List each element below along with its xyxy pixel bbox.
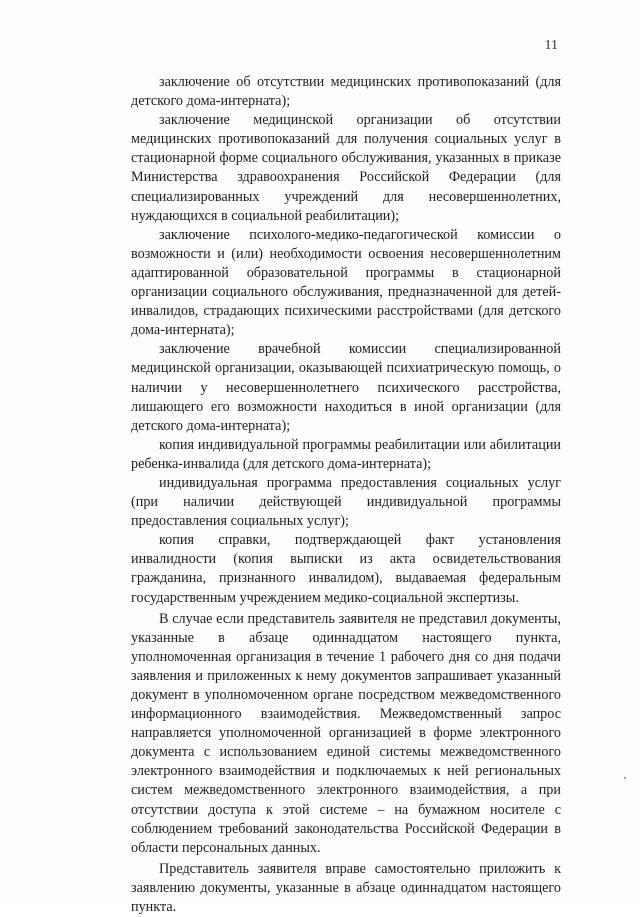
paragraph-4: заключение врачебной комиссии специализированной медицинской организации, оказывающей психиатрическую помощь, о наличии у несовершеннолетнего психического расстройства, лишающего его возможности находиться в иной организации (для детского дома-интерната);: [131, 341, 561, 434]
document-body: [131, 73, 561, 917]
paragraph-8: В случае если представитель заявителя не представил документы, указанные в абзаце одиннадцатом настоящего пункта, уполномоченная организация в течение 1 рабочего дня со дня подачи заявления и приложенных к нему документов запрашивает указанный документ в уполномоченном органе посредством межведомственного информационного взаимодействия. Межведомственный запрос направляется уполномоченной организацией в форме электронного документа с использованием единой системы межведомственного электронного взаимодействия и подключаемых к ней региональных систем межведомственного электронного взаимодействия, а при отсутствии доступа к этой системе – на бумажном носителе с соблюдением требований законодательства Российской Федерации в области персональных данных.: [131, 610, 561, 856]
scan-speck: [624, 777, 626, 779]
paragraph-1: заключение об отсутствии медицинских противопоказаний (для детского дома-интерната);: [131, 74, 561, 110]
paragraph-2: заключение медицинской организации об отсутствии медицинских противопоказаний для получения социальных услуг в стационарной форме социального обслуживания, указанных в приказе Министерства здравоохранения Российской Федерации (для специализированных учреждений для несовершеннолетних, нуждающихся в социальной реабилитации);: [131, 112, 561, 224]
paragraph-7: копия справки, подтверждающей факт установления инвалидности (копия выписки из акта освидетельствования гражданина, признанного инвалидом), выдаваемая федеральным государственным учреждением медико-социальной экспертизы.: [131, 532, 561, 606]
paragraph-9: Представитель заявителя вправе самостоятельно приложить к заявлению документы, указанные в абзаце одиннадцатом настоящего пункта.: [131, 860, 561, 916]
paragraph-6: индивидуальная программа предоставления социальных услуг (при наличии действующей индивидуальной программы предоставления социальных услуг);: [131, 474, 561, 530]
paragraph-5: копия индивидуальной программы реабилитации или абилитации ребенка-инвалида (для детского дома-интерната);: [131, 436, 561, 472]
paragraph-3: заключение психолого-медико-педагогической комиссии о возможности и (или) необходимости освоения несовершеннолетним адаптированной образовательной программы в стационарной организации социального обслуживания, предназначенной для детей-инвалидов, страдающих психическими расстройствами (для детского дома-интерната);: [131, 226, 561, 339]
page-number: 11: [544, 38, 558, 53]
